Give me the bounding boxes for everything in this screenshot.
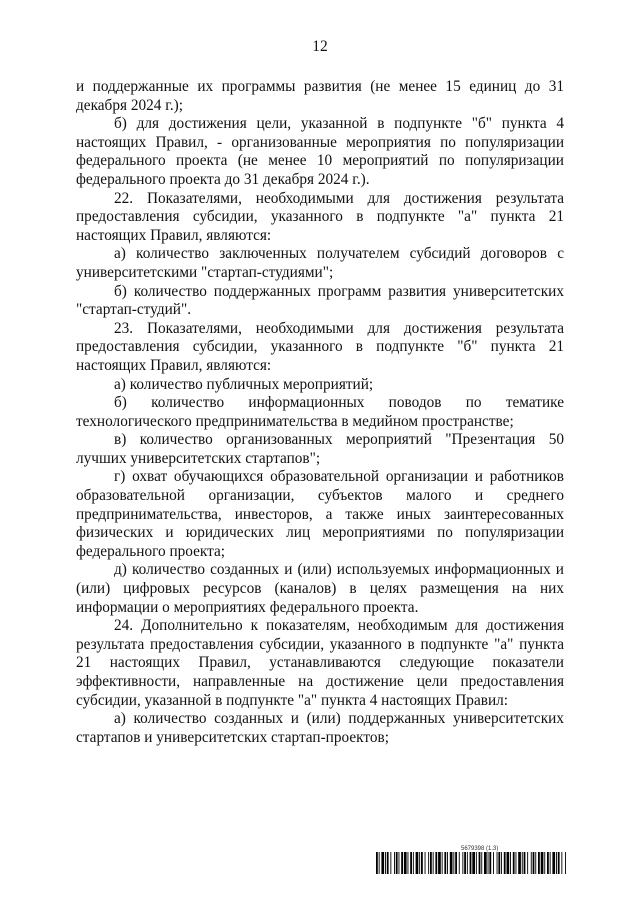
barcode-bar <box>464 852 466 874</box>
barcode-bar <box>462 852 463 874</box>
barcode-bar <box>419 852 420 874</box>
barcode-bar <box>447 852 448 874</box>
barcode-bar <box>504 852 506 874</box>
barcode-image <box>376 852 566 874</box>
document-body <box>76 78 564 747</box>
barcode-bar <box>379 852 380 874</box>
barcode-bar <box>467 852 468 874</box>
barcode-bar <box>538 852 540 874</box>
barcode-bar <box>410 852 412 874</box>
barcode-bar <box>541 852 544 874</box>
barcode-bar <box>394 852 395 874</box>
barcode-bar <box>408 852 409 874</box>
paragraph-22-b: б) количество поддержанных программ развития университетских "стартап-студий". <box>76 282 564 319</box>
barcode-bar <box>387 852 389 874</box>
paragraph-22-a: а) количество заключенных получателем субсидий договоров с университетскими "стартап-студиями"; <box>76 245 564 281</box>
barcode-bar <box>510 852 511 874</box>
page-number: 12 <box>312 38 328 55</box>
barcode-bar <box>561 852 562 874</box>
barcode-bar <box>479 852 481 874</box>
barcode-bar <box>518 852 521 874</box>
barcode-bar <box>413 852 414 874</box>
barcode-bar <box>513 852 515 874</box>
barcode-bar <box>501 852 502 874</box>
barcode-bar <box>442 852 443 874</box>
barcode-bar <box>476 852 477 874</box>
barcode-bar <box>544 852 545 874</box>
barcode-bar <box>552 852 555 874</box>
barcode-bar <box>381 852 384 874</box>
paragraph-22: 22. Показателями, необходимыми для достижения результата предоставления субсидии, указанного в подпункте "а" пункта 21 настоящих Правил, являются: <box>76 189 564 244</box>
barcode-bar <box>535 852 536 874</box>
barcode-bar <box>396 852 398 874</box>
barcode-bar <box>472 852 475 874</box>
barcode-bar <box>435 852 437 874</box>
paragraph-continuation: и поддержанные их программы развития (не менее 15 единиц до 31 декабря 2024 г.); <box>76 78 564 114</box>
paragraph-23: 23. Показателями, необходимыми для достижения результата предоставления субсидии, указанного в подпункте "б" пункта 21 настоящих Правил, являются: <box>76 319 564 374</box>
barcode-bar <box>385 852 386 874</box>
barcode-bar <box>425 852 426 874</box>
barcode-bar <box>455 852 457 874</box>
barcode-bar <box>498 852 500 874</box>
barcode-bar <box>376 852 378 874</box>
barcode-bar <box>484 852 487 874</box>
barcode-bar <box>404 852 407 874</box>
paragraph-24: 24. Дополнительно к показателям, необходимым для достижения результата предоставления субсидии, указанного в подпункте "а" пункта 21 настоящих Правил, устанавливаются следующие показатели эффективности, направленные на достижение цели предоставления субсидии, указанной в подпункте "а" пункта 4 настоящих Правил: <box>76 617 564 709</box>
barcode-bar <box>547 852 549 874</box>
paragraph-23-v: в) количество организованных мероприятий "Презентация 50 лучших университетских стартапов"; <box>76 431 564 467</box>
paragraph-23-a: а) количество публичных мероприятий; <box>114 375 374 393</box>
barcode-bar <box>438 852 441 874</box>
barcode-bar <box>556 852 557 874</box>
barcode-bar <box>421 852 423 874</box>
barcode-bar <box>489 852 491 874</box>
barcode-bar <box>493 852 494 874</box>
barcode-bar <box>497 852 498 874</box>
barcode-bar <box>390 852 391 874</box>
barcode-bar <box>516 852 517 874</box>
barcode-bar <box>450 852 453 874</box>
barcode-bar <box>533 852 535 874</box>
barcode-bar <box>558 852 560 874</box>
document-code: 5679398 (1.3) <box>461 846 499 852</box>
barcode-bar <box>524 852 526 874</box>
barcode-bar <box>531 852 532 874</box>
barcode-bar <box>522 852 523 874</box>
barcode-bar <box>507 852 510 874</box>
barcode-bar <box>399 852 400 874</box>
barcode-bar <box>453 852 454 874</box>
barcode-bar <box>444 852 446 874</box>
barcode-bar <box>565 852 566 874</box>
paragraph-23-b: б) количество информационных поводов по тематике технологического предпринимательства в медийном пространстве; <box>76 394 564 430</box>
barcode-bar <box>481 852 482 874</box>
barcode-bar <box>488 852 489 874</box>
barcode-bar <box>527 852 528 874</box>
paragraph-23-d: д) количество созданных и (или) используемых информационных и (или) цифровых ресурсов (каналов) в целях размещения на них информации о мероприятиях федерального проекта. <box>76 561 564 616</box>
paragraph-item-b-goal: б) для достижения цели, указанной в подпункте "б" пункта 4 настоящих Правил, - организованные мероприятия по популяризации федерального проекта (не менее 10 мероприятий по популяризации федерального проекта до 31 декабря 2024 г.). <box>76 115 564 188</box>
barcode-bar <box>459 852 460 874</box>
paragraph-23-g: г) охват обучающихся образовательной организации и работников образовательной организации, субъектов малого и среднего предпринимательства, инвесторов, а также иных заинтересованных физических и юридических лиц мероприятиями по популяризации федерального проекта; <box>76 468 564 560</box>
barcode-bar <box>433 852 434 874</box>
barcode-bar <box>416 852 419 874</box>
barcode-bar <box>428 852 429 874</box>
barcode-bar <box>401 852 403 874</box>
barcode-bar <box>470 852 472 874</box>
paragraph-24-a: а) количество созданных и (или) поддержанных университетских стартапов и университетских стартап-проектов; <box>76 710 564 746</box>
barcode-bar <box>430 852 432 874</box>
barcode-bar <box>550 852 551 874</box>
